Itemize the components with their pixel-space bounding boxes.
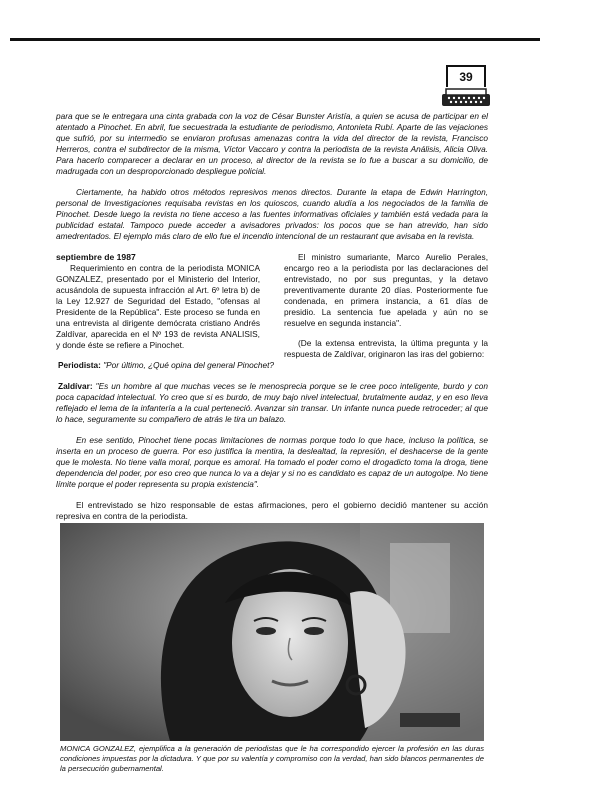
right-column-paragraph-2: (De la extensa entrevista, la última pregunta y la respuesta de Zaldívar, originaron las iras del gobierno: xyxy=(284,338,488,359)
closing-paragraph: El entrevistado se hizo responsable de estas afirmaciones, pero el gobierno decidió mantener su acción represiva en contra de la periodista. xyxy=(56,500,488,521)
right-column-paragraph-1: El ministro sumariante, Marco Aurelio Perales, encargo reo a la periodista por las declaraciones del entrevistado, no por sus preguntas, y la detavo preventivamente durante 20 días. Posteriormente fue condenada, en primera instancia, a 61 días de presidio. La sentencia fue apelada y aún no se resuelve en segunda instancia". xyxy=(284,252,488,328)
right-column xyxy=(284,252,488,369)
typewriter-icon xyxy=(440,86,492,108)
intro-paragraph-2: Ciertamente, ha habido otros métodos represivos menos directos. Durante la etapa de Edwin Harrington, personal de Investigaciones requisaba revistas en los quioscos, cuando aludía a los negociados de la familia de Pinochet. Desde luego la revista no tiene acceso a las fuentes informativas oficiales y también está vedada para la publicidad estatal. Tampoco puede acceder a avisadores privados: los pocos que se han atrevido, han sido amedrentados. El ejemplo más claro de ello fue el incendio intencional de un restaurant que avisaba en la revista. xyxy=(56,187,488,241)
intro-text xyxy=(56,111,488,252)
intro-paragraph-1: para que se le entregara una cinta grabada con la voz de César Bunster Aristía, a quien se acusa de participar en el atentado a Pinochet. En abril, fue secuestrada la estudiante de periodismo, Antonieta Rubí. Aparte de las vejaciones que sufrió, por su intermedio se enviaron profusas amenazas contra la vida del director de la revista, Francisco Herreros, contra el subdirector de la misma, Víctor Vaccaro y contra la periodista de la revista Análisis, Alicia Oliva. Para hacerlo comparecer a declarar en un proceso, al director de la revista se lo fue a buscar a su domicilio, de madrugada con un desproporcionado despliegue policial. xyxy=(56,111,488,176)
page-number: 39 xyxy=(459,70,473,84)
interview-excerpt xyxy=(56,360,488,532)
photo-caption: MONICA GONZALEZ, ejemplifica a la generación de periodistas que le ha correspondido ejercer la profesión en las duras condiciones impuestas por la dictadura. Y que por su valentía y compromiso con la verdad, han sido blancos permanentes de la persecución gubernamental. xyxy=(60,744,484,773)
answer-speaker: Zaldívar: xyxy=(58,381,93,391)
interview-answer xyxy=(56,381,488,425)
two-column-section xyxy=(56,252,488,369)
question-text: "Por último, ¿Qué opina del general Pinochet? xyxy=(103,360,275,370)
portrait-image xyxy=(60,523,484,741)
page-number-tab xyxy=(446,65,486,87)
page xyxy=(56,38,540,778)
left-column xyxy=(56,252,260,369)
left-column-body: Requerimiento en contra de la periodista MONICA GONZALEZ, presentado por el Ministerio del Interior, acusándola de supuesta infracción al Art. 6º letra b) de la Ley 12.927 de Seguridad del Estado, "ofensas al Presidente de la República". Este proceso se funda en una entrevista al dirigente demócrata cristiano Andrés Zaldívar, aparecida en el Nº 193 de revista ANALISIS, y donde éste se refiere a Pinochet. xyxy=(56,263,260,350)
interview-question xyxy=(56,360,488,371)
question-speaker: Periodista: xyxy=(58,360,101,370)
answer-text: "Es un hombre al que muchas veces se le menosprecia porque se le cree poco inteligente, burdo y con poca capacidad intelectual. Yo creo que si es burdo, de muy bajo nivel intelectual, brutalmente audaz, y en eso lleva reflejado el lema de la infantería a la cual perteneció. Avanzar sin transar. Un infante nunca puede retroceder; al que lo hace, seguramente su compañero de atrás le tira un balazo. xyxy=(56,381,489,424)
answer-continued: En ese sentido, Pinochet tiene pocas limitaciones de normas porque todo lo que hace, incluso la política, se inserta en un proceso de guerra. Por eso justifica la mentira, la deslealtad, la represión, el deshacerse de la gente que le molesta. No tiene valla moral, porque es amoral. Ha tomado el poder como el drogadicto toma la droga, tiene dependencia del poder, por eso creo que nunca lo va a dejar y si no es candidato es capaz de un autogolpe. No tiene límite porque el poder representa su propia existencia". xyxy=(56,435,488,489)
portrait-photo xyxy=(60,523,484,741)
dateline: septiembre de 1987 xyxy=(56,252,136,262)
